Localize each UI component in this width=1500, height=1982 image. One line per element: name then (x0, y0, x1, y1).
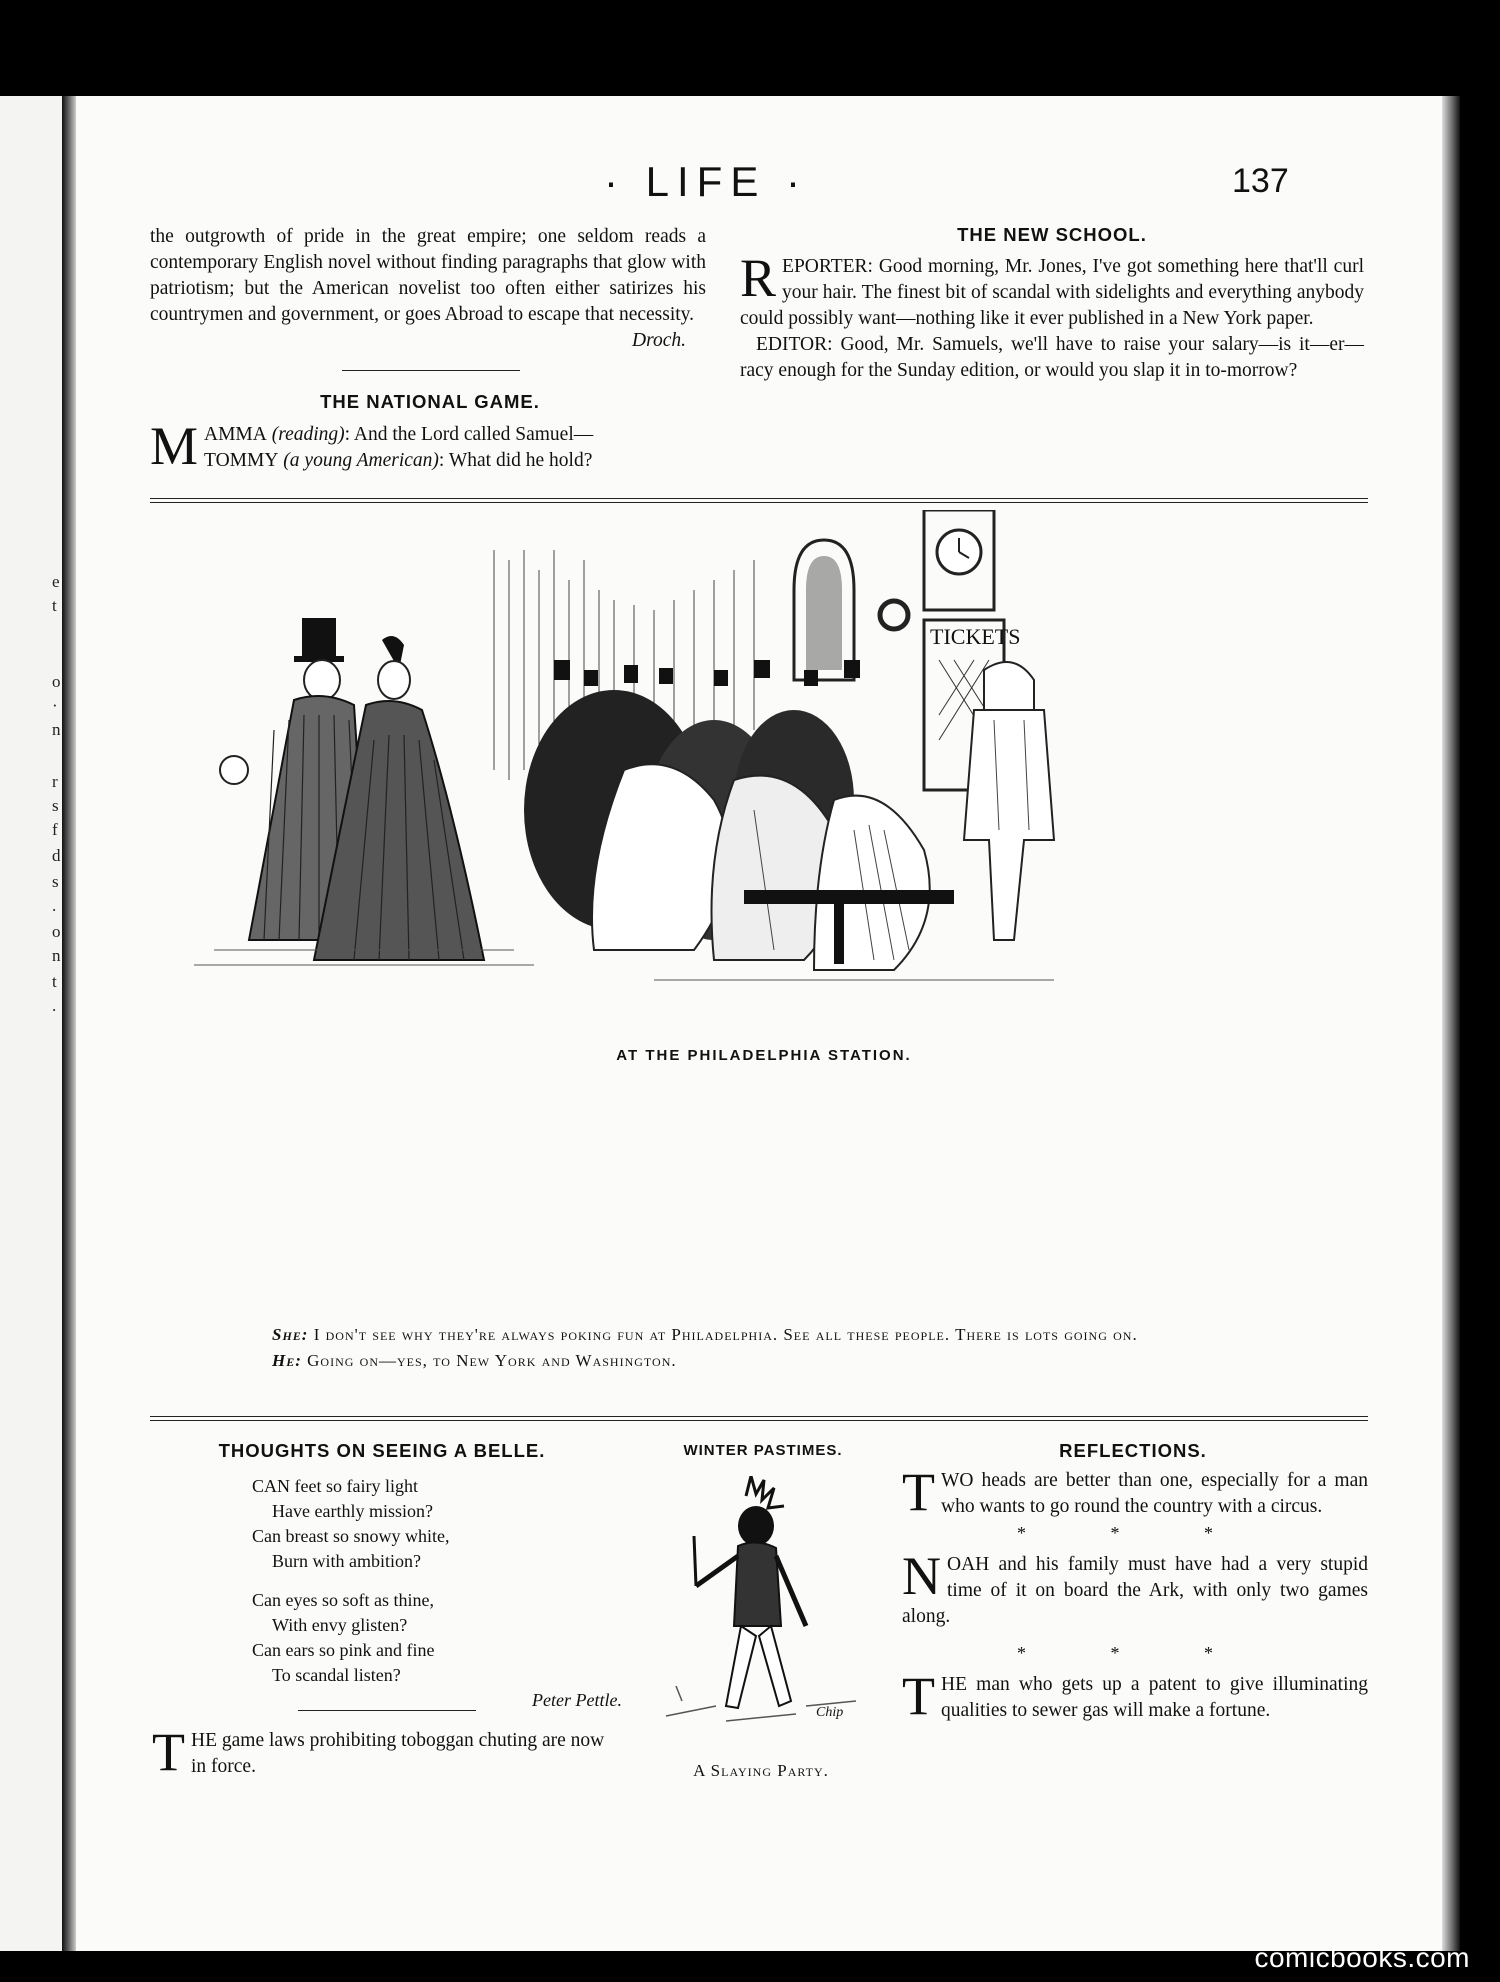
section-stars: * * * (1017, 1523, 1253, 1543)
reporter-paragraph: EPORTER: Good morning, Mr. Jones, I've got something here that'll curl your hair. The finest bit of scandal with sidelights and everything anybody could possibly want—nothing like it ever published in a New York paper. (740, 256, 1364, 329)
reflection-item (902, 1666, 1368, 1726)
short-divider (342, 370, 520, 371)
left-fragment: t (52, 596, 57, 615)
belle-poem (252, 1474, 622, 1713)
section-divider (150, 498, 1368, 503)
left-fragment: . (52, 996, 57, 1015)
left-fragment: . (52, 896, 57, 915)
poem-line: Burn with ambition? (272, 1551, 421, 1571)
national-game-heading: THE NATIONAL GAME. (320, 391, 540, 412)
drop-cap: T (902, 1462, 935, 1522)
page-edge-shadow (1442, 96, 1460, 1951)
drop-cap: R (740, 248, 777, 308)
page-number: 137 (1232, 162, 1289, 200)
left-page-edge (0, 96, 62, 1951)
left-fragment: t (52, 972, 57, 991)
section-stars: * * * (1017, 1643, 1253, 1663)
new-school-text (740, 248, 1364, 384)
reflection-text: OAH and his family must have had a very stupid time of it on board the Ark, with only two games along. (902, 1554, 1368, 1627)
poem-line: To scandal listen? (272, 1665, 401, 1685)
poem-line: With envy glisten? (272, 1615, 408, 1635)
droch-paragraph: the outgrowth of pride in the great empire; one seldom reads a contemporary English novel without finding paragraphs that glow with patriotism; but the American novelist too often either satirizes his countrymen and government, or goes Abroad to escape that necessity. (150, 226, 706, 325)
toboggan-note (152, 1722, 618, 1782)
poem-line: CAN feet so fairy light (252, 1476, 418, 1496)
speaker-he: He: (272, 1351, 302, 1370)
illustration-dialogue (272, 1322, 1272, 1374)
drop-cap: N (902, 1546, 941, 1606)
national-game-dialogue (150, 416, 710, 476)
left-fragment: r (52, 772, 58, 791)
left-fragment: o (52, 922, 61, 941)
poem-line: Can breast so snowy white, (252, 1526, 450, 1546)
speaker-editor: EDITOR (756, 334, 828, 355)
stage-direction: (reading) (271, 424, 345, 445)
poem-author: Peter Pettle. (532, 1690, 622, 1710)
bench (744, 890, 954, 904)
drop-cap: M (150, 416, 199, 476)
left-fragment: f (52, 820, 58, 839)
new-school-heading: THE NEW SCHOOL. (957, 224, 1147, 245)
belle-heading: THOUGHTS ON SEEING A BELLE. (218, 1440, 546, 1461)
droch-column (150, 224, 706, 354)
magazine-title: · LIFE · (604, 158, 809, 205)
poem-line: Have earthly mission? (272, 1501, 433, 1521)
winter-caption: A Slaying Party. (693, 1761, 829, 1780)
illustration-caption-title: AT THE PHILADELPHIA STATION. (616, 1047, 912, 1064)
left-fragment: d (52, 846, 61, 865)
left-fragment: n (52, 720, 61, 739)
poem-line: Can eyes so soft as thine, (252, 1590, 434, 1610)
bouquet-icon (220, 756, 248, 784)
drop-cap: T (902, 1666, 935, 1726)
reflections-text (902, 1462, 1368, 1726)
tickets-sign: TICKETS (930, 624, 1021, 649)
section-divider (150, 1416, 1368, 1421)
speaker-mamma: AMMA (204, 424, 267, 445)
artist-signature: Chip (816, 1705, 844, 1720)
reflections-heading: REFLECTIONS. (1059, 1440, 1207, 1461)
poem-line: Can ears so pink and fine (252, 1640, 435, 1660)
reflection-text: HE man who gets up a patent to give illuminating qualities to sewer gas will make a fortune. (941, 1674, 1368, 1721)
speaker-she: She: (272, 1325, 309, 1344)
page-gutter (62, 96, 76, 1951)
she-line: I don't see why they're always poking fun at Philadelphia. See all these people. There is lots going on. (313, 1325, 1138, 1344)
left-fragment: s (52, 872, 59, 891)
slaying-party-illustration (656, 1476, 876, 1736)
drop-cap: T (152, 1722, 185, 1782)
winter-heading: WINTER PASTIMES. (683, 1442, 843, 1459)
editor-paragraph: : Good, Mr. Samuels, we'll have to raise your salary—is it—er—racy enough for the Sunday edition, or would you slap it in to-morrow? (740, 334, 1364, 381)
speaker-tommy: TOMMY (204, 450, 279, 471)
reflection-item (902, 1546, 1368, 1630)
reflection-text: WO heads are better than one, especially for a man who wants to go round the country with a circus. (941, 1470, 1368, 1517)
dialogue-line: : And the Lord called Samuel— (344, 424, 594, 445)
toboggan-text: HE game laws prohibiting toboggan chuting are now in force. (191, 1730, 605, 1777)
left-fragment: o (52, 672, 61, 691)
watermark: comicbooks.com (1254, 1942, 1470, 1973)
he-line: Going on—yes, to New York and Washington. (307, 1351, 677, 1370)
warrior-figure (666, 1476, 856, 1721)
short-divider (298, 1710, 476, 1711)
dialogue-line: : What did he hold? (438, 450, 593, 471)
reflection-item (902, 1462, 1368, 1522)
droch-signature: Droch. (632, 330, 686, 351)
left-fragment: · (52, 696, 58, 715)
left-fragment: n (52, 946, 61, 965)
top-hat (302, 618, 336, 658)
philadelphia-station-illustration (154, 510, 1374, 1248)
stage-direction: (a young American) (283, 450, 439, 471)
magazine-page (76, 96, 1442, 1951)
left-fragment: e (52, 572, 60, 591)
left-fragment: s (52, 796, 59, 815)
